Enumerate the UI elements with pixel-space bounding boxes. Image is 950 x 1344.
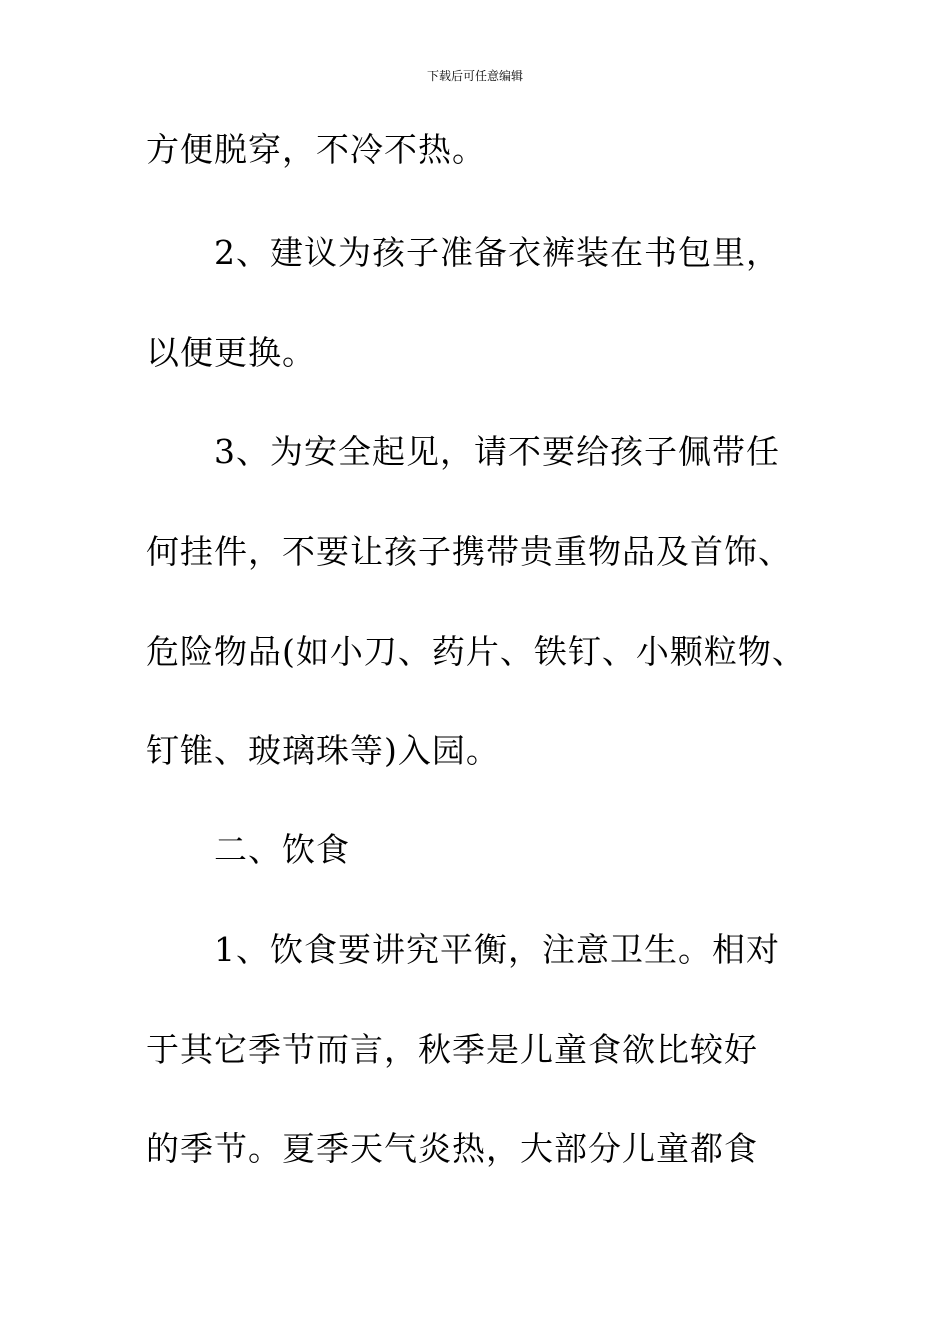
text-line: 方便脱穿，不冷不热。 xyxy=(146,130,486,169)
list-item-2-line: 2、建议为孩子准备衣裤装在书包里， xyxy=(214,233,780,272)
text-line: 危险物品(如小刀、药片、铁钉、小颗粒物、 xyxy=(146,632,806,671)
list-item-3-line: 3、为安全起见，请不要给孩子佩带任 xyxy=(214,432,780,471)
list-item-1-line: 1、饮食要讲究平衡，注意卫生。相对 xyxy=(214,930,780,969)
text-line: 的季节。夏季天气炎热，大部分儿童都食 xyxy=(146,1129,758,1168)
text-line: 以便更换。 xyxy=(146,333,316,372)
text-line: 何挂件，不要让孩子携带贵重物品及首饰、 xyxy=(146,532,792,571)
page-header: 下载后可任意编辑 xyxy=(426,69,523,83)
text-line: 于其它季节而言，秋季是儿童食欲比较好 xyxy=(146,1030,758,1069)
section-heading-diet: 二、饮食 xyxy=(214,830,350,869)
text-line: 钉锥、玻璃珠等)入园。 xyxy=(146,731,500,770)
